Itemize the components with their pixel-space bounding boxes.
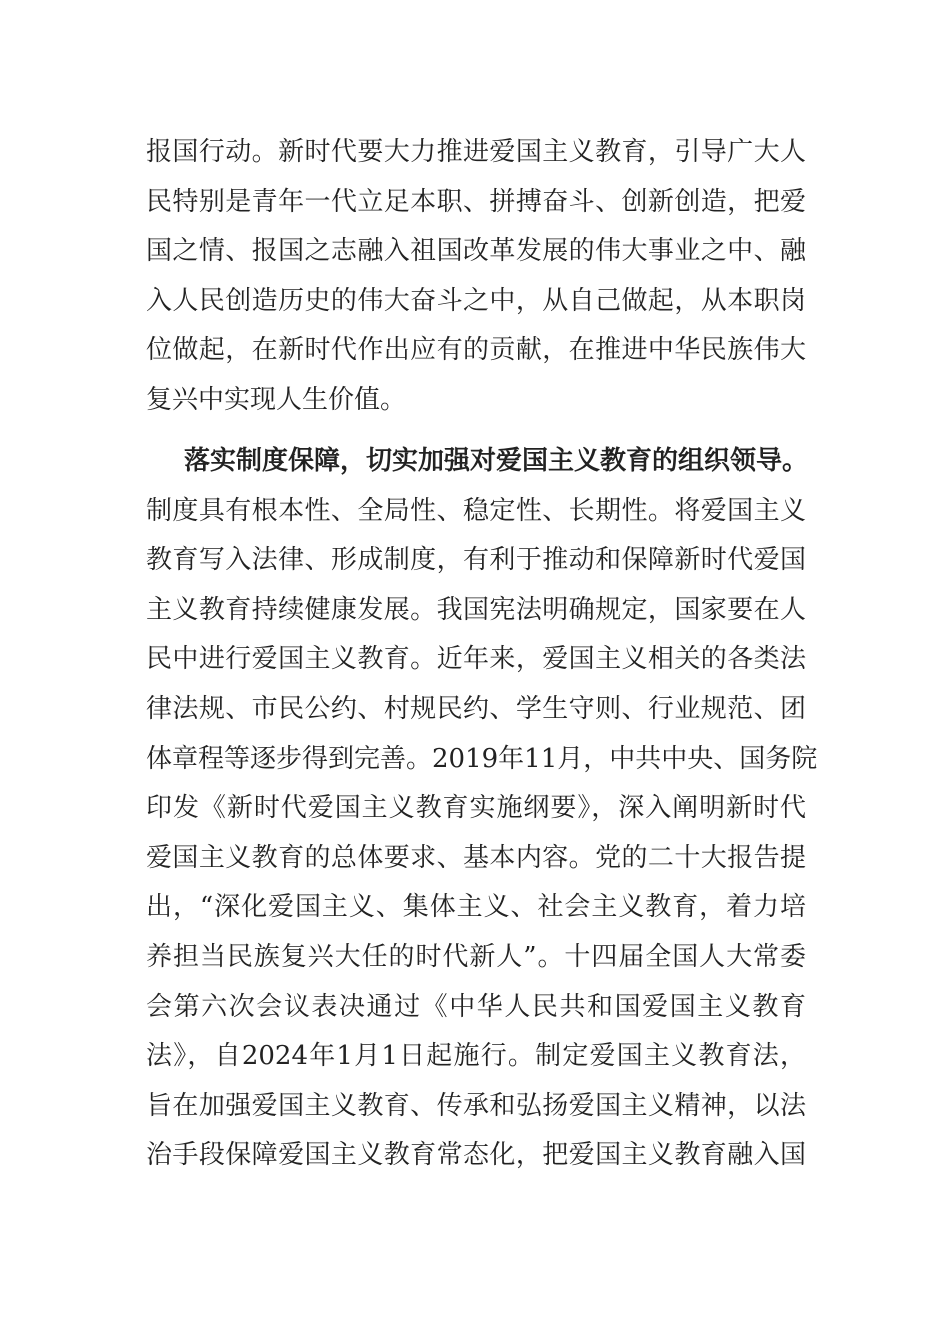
paragraph-line: 养担当民族复兴大任的时代新人”。十四届全国人大常委: [146, 941, 806, 972]
paragraph-line: 治手段保障爱国主义教育常态化，把爱国主义教育融入国: [146, 1140, 806, 1171]
paragraph-line: 体章程等逐步得到完善。2019年11月，中共中央、国务院: [146, 743, 818, 774]
paragraph-line: 爱国主义教育的总体要求、基本内容。党的二十大报告提: [146, 842, 806, 873]
paragraph-1: [146, 128, 806, 426]
paragraph-line: 出，“深化爱国主义、集体主义、社会主义教育，着力培: [146, 892, 806, 923]
paragraph-line: 制度具有根本性、全局性、稳定性、长期性。将爱国主义: [146, 495, 806, 526]
paragraph-line: 旨在加强爱国主义教育、传承和弘扬爱国主义精神，以法: [146, 1090, 806, 1121]
paragraph-line: 报国行动。新时代要大力推进爱国主义教育，引导广大人: [146, 137, 806, 167]
paragraph-line: 民特别是青年一代立足本职、拼搏奋斗、创新创造，把爱: [146, 186, 806, 217]
paragraph-line: 律法规、市民公约、村规民约、学生守则、行业规范、团: [146, 693, 806, 724]
paragraph-line: 法》，自2024年1月1日起施行。制定爱国主义教育法，: [146, 1041, 806, 1072]
paragraph-line: 民中进行爱国主义教育。近年来，爱国主义相关的各类法: [146, 644, 806, 675]
paragraph-line: 会第六次会议表决通过《中华人民共和国爱国主义教育: [146, 991, 806, 1022]
paragraph-line: 复兴中实现人生价值。: [146, 384, 407, 415]
section-heading: 落实制度保障，切实加强对爱国主义教育的组织领导。: [184, 446, 809, 476]
paragraph-line: 位做起，在新时代作出应有的贡献，在推进中华民族伟大: [146, 335, 806, 366]
paragraph-line: 教育写入法律、形成制度，有利于推动和保障新时代爱国: [146, 545, 806, 576]
paragraph-line: 国之情、报国之志融入祖国改革发展的伟大事业之中、融: [146, 236, 806, 267]
paragraph-line: 印发《新时代爱国主义教育实施纲要》，深入阐明新时代: [146, 793, 806, 824]
paragraph-line: 入人民创造历史的伟大奋斗之中，从自己做起，从本职岗: [146, 285, 806, 316]
paragraph-2: [146, 437, 818, 1181]
paragraph-line: 主义教育持续健康发展。我国宪法明确规定，国家要在人: [146, 594, 806, 625]
